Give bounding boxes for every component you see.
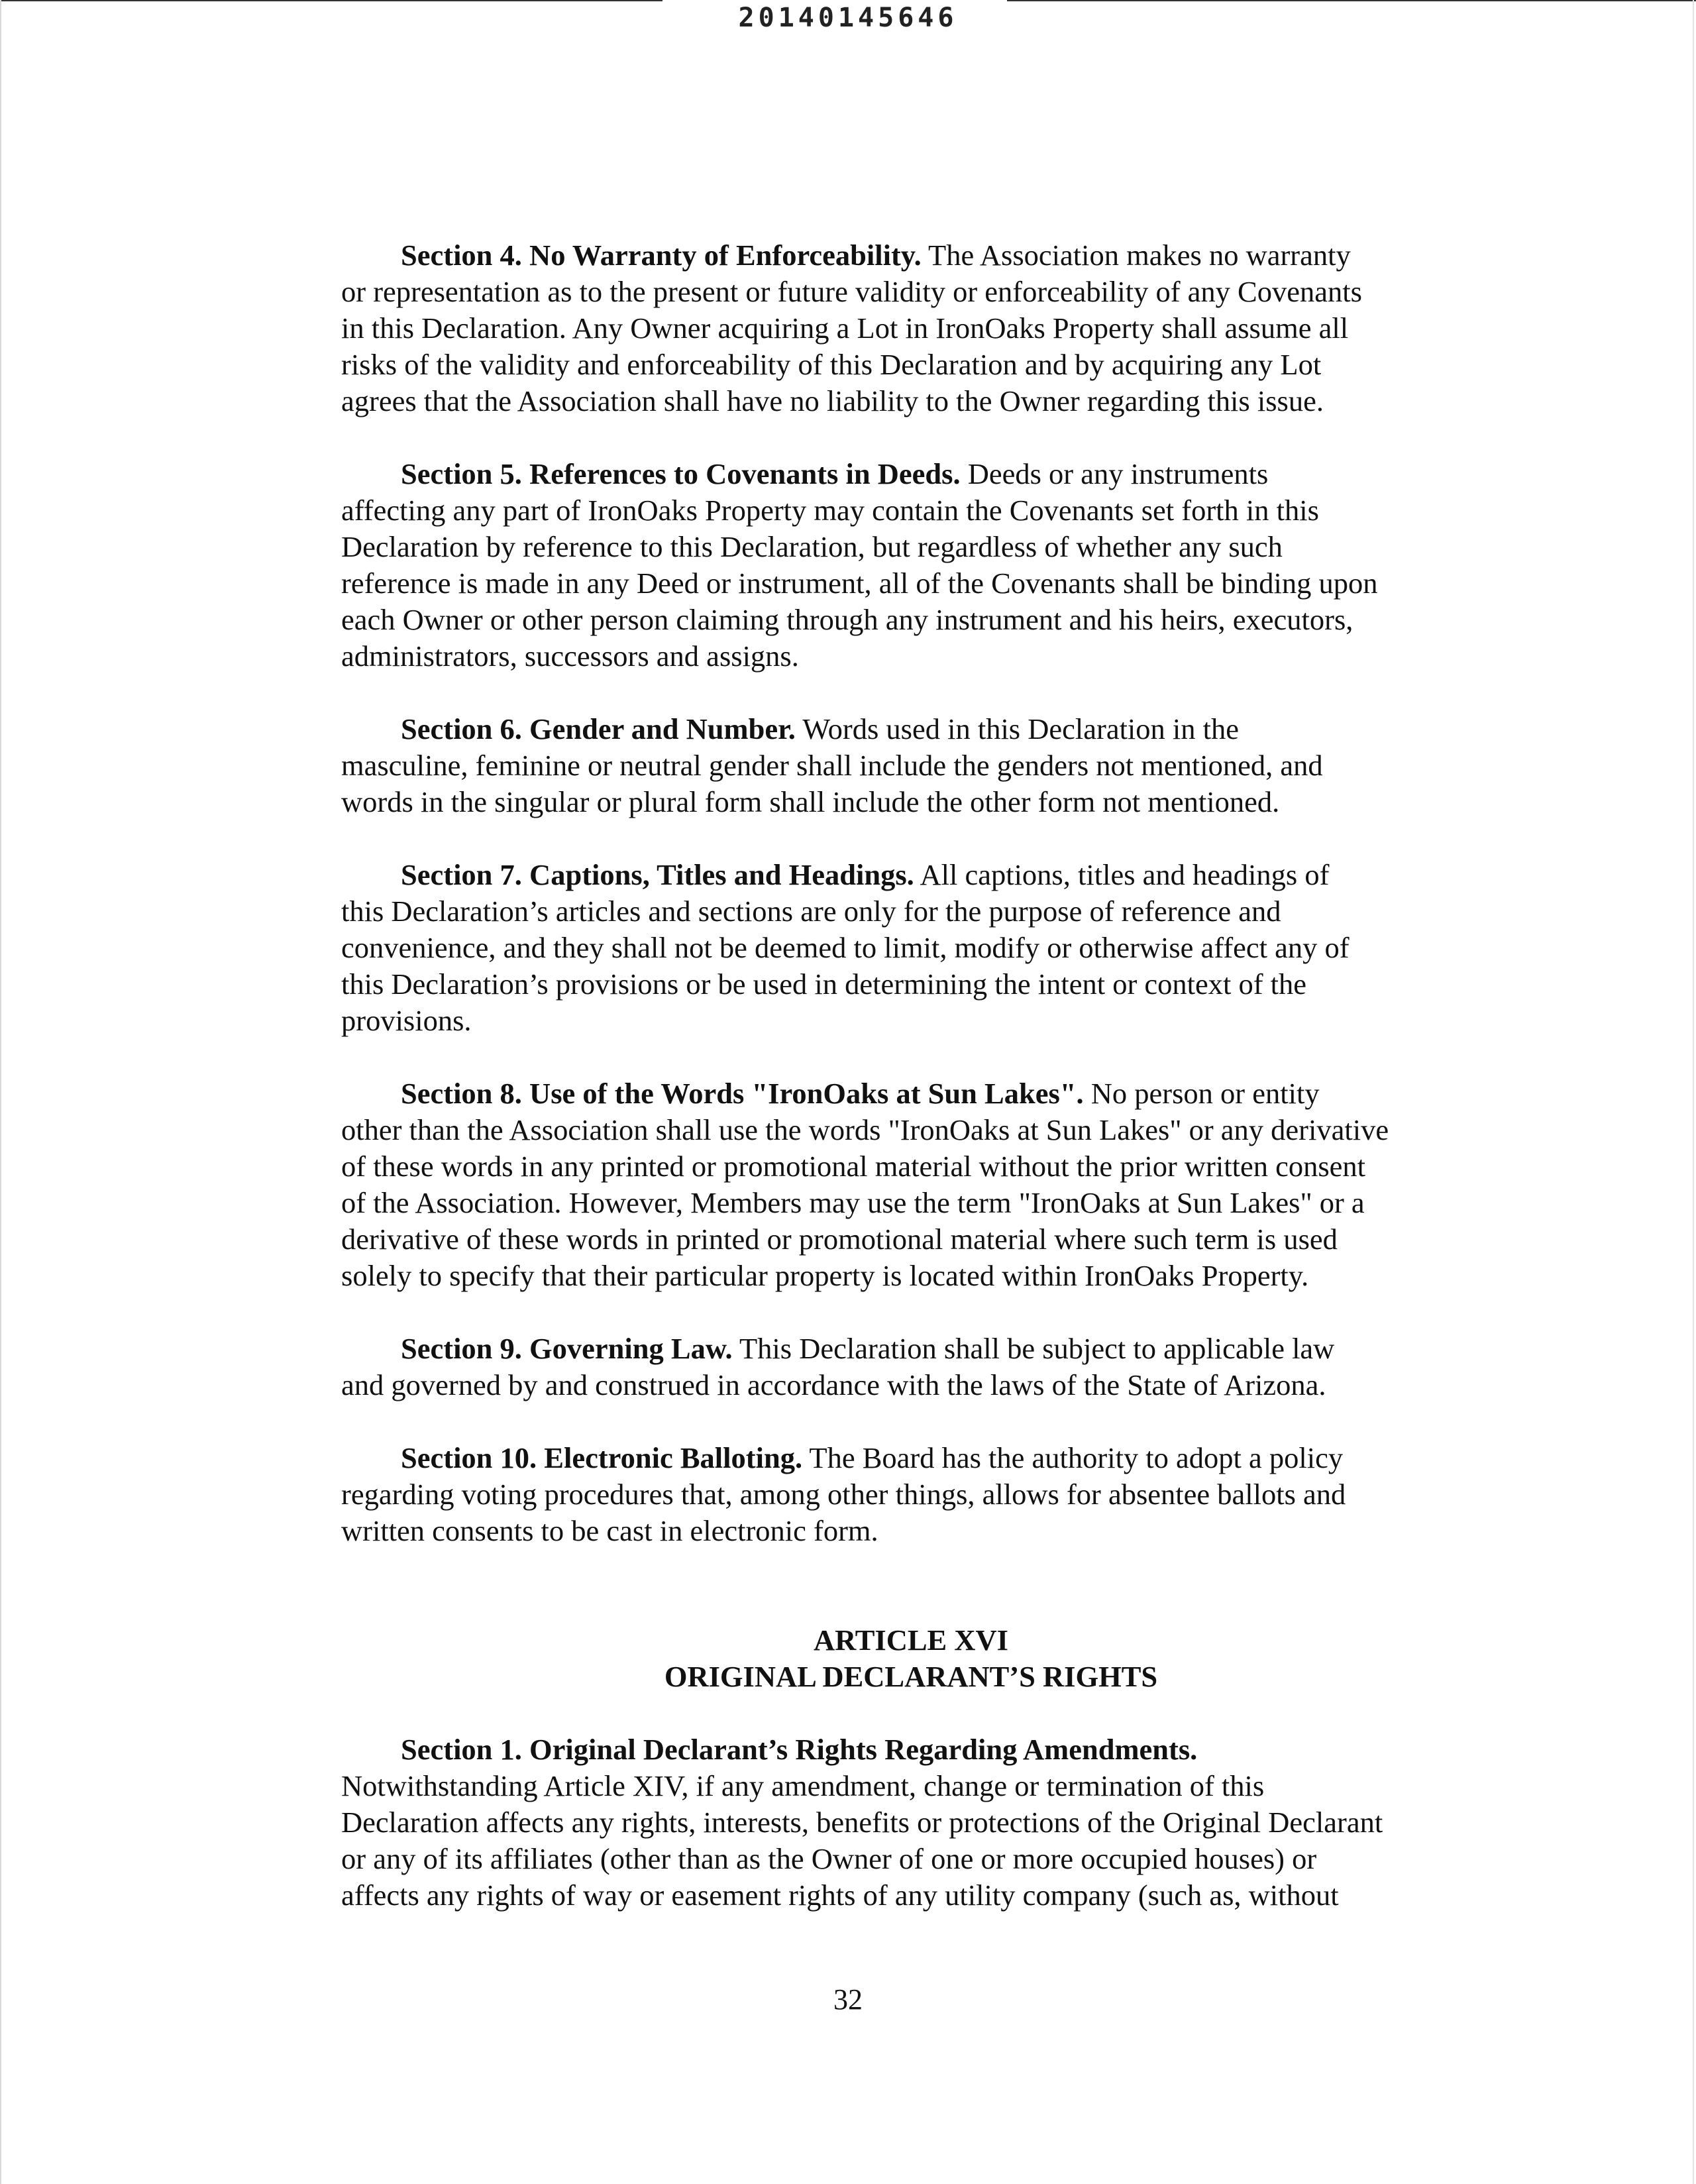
section-paragraph: [341, 1440, 1481, 1549]
section-line: this Declaration’s articles and sections are only for the purpose of reference and: [341, 895, 1281, 928]
section-line: solely to specify that their particular property is located within IronOaks Property.: [341, 1259, 1309, 1292]
section-line: masculine, feminine or neutral gender shall include the genders not mentioned, and: [341, 749, 1323, 782]
section-line: reference is made in any Deed or instrument, all of the Covenants shall be binding upon: [341, 567, 1378, 600]
section-line: affects any rights of way or easement rights of any utility company (such as, without: [341, 1879, 1339, 1912]
section-line: Declaration by reference to this Declaration, but regardless of whether any such: [341, 530, 1283, 563]
section-first-line: [341, 1331, 1481, 1367]
section-line: Notwithstanding Article XIV, if any amendment, change or termination of this: [341, 1769, 1265, 1802]
section-text: This Declaration shall be subject to applicable law: [732, 1332, 1335, 1365]
section-line: other than the Association shall use the words "IronOaks at Sun Lakes" or any derivative: [341, 1113, 1389, 1146]
section-first-line: [341, 456, 1481, 492]
section-paragraph: [341, 1331, 1481, 1403]
page-number: 32: [833, 1983, 863, 2016]
article-title: ORIGINAL DECLARANT’S RIGHTS: [664, 1660, 1158, 1693]
section-heading: Section 1. Original Declarant’s Rights Regarding Amendments.: [401, 1733, 1198, 1766]
section-heading: Section 8. Use of the Words "IronOaks at Sun Lakes".: [401, 1077, 1084, 1110]
section-first-line: [341, 237, 1481, 274]
section-line: provisions.: [341, 1004, 472, 1037]
scan-left-edge: [0, 0, 1, 2184]
section-line: this Declaration’s provisions or be used in determining the intent or context of the: [341, 967, 1307, 1001]
section-paragraph: [341, 237, 1481, 419]
section-line: written consents to be cast in electronic form.: [341, 1514, 878, 1547]
section-line: or representation as to the present or future validity or enforceability of any Covenants: [341, 275, 1362, 308]
section-line: of the Association. However, Members may use the term "IronOaks at Sun Lakes" or a: [341, 1186, 1365, 1219]
article-heading: [341, 1622, 1481, 1695]
section-text: The Association makes no warranty: [921, 239, 1351, 272]
section-heading: Section 10. Electronic Balloting.: [401, 1441, 803, 1474]
section-line: Declaration affects any rights, interests, benefits or protections of the Original Declarant: [341, 1806, 1383, 1839]
section-line: risks of the validity and enforceability of this Declaration and by acquiring any Lot: [341, 348, 1322, 381]
top-rule-left: [0, 0, 662, 1]
section-paragraph: [341, 857, 1481, 1039]
section-line: convenience, and they shall not be deemed to limit, modify or otherwise affect any of: [341, 931, 1350, 964]
section-heading: Section 7. Captions, Titles and Headings.: [401, 858, 914, 891]
section-heading: Section 6. Gender and Number.: [401, 712, 796, 745]
section-line: words in the singular or plural form shall include the other form not mentioned.: [341, 785, 1280, 818]
section-text: Words used in this Declaration in the: [795, 712, 1240, 745]
section-line: and governed by and construed in accordance with the laws of the State of Arizona.: [341, 1368, 1326, 1401]
section-line: derivative of these words in printed or promotional material where such term is used: [341, 1223, 1338, 1256]
section-line: in this Declaration. Any Owner acquiring a Lot in IronOaks Property shall assume all: [341, 311, 1349, 345]
section-line: regarding voting procedures that, among other things, allows for absentee ballots and: [341, 1478, 1346, 1511]
sections-group-b: [341, 1731, 1481, 1914]
scan-right-edge: [1693, 0, 1694, 2184]
section-first-line: [341, 1731, 1481, 1768]
section-heading: Section 9. Governing Law.: [401, 1332, 733, 1365]
section-paragraph: [341, 1075, 1481, 1294]
section-text: All captions, titles and headings of: [914, 858, 1330, 891]
section-line: or any of its affiliates (other than as the Owner of one or more occupied houses) or: [341, 1842, 1317, 1875]
section-text: The Board has the authority to adopt a policy: [802, 1441, 1344, 1474]
section-paragraph: [341, 456, 1481, 675]
section-line: of these words in any printed or promotional material without the prior written consent: [341, 1150, 1366, 1183]
section-first-line: [341, 1440, 1481, 1476]
recording-number: 20140145646: [738, 3, 958, 33]
section-line: agrees that the Association shall have no liability to the Owner regarding this issue.: [341, 384, 1324, 417]
sections-group-a: [341, 237, 1481, 1549]
top-rule-right: [1007, 0, 1696, 1]
section-line: each Owner or other person claiming through any instrument and his heirs, executors,: [341, 603, 1353, 636]
section-first-line: [341, 857, 1481, 893]
section-line: administrators, successors and assigns.: [341, 639, 799, 673]
section-line: affecting any part of IronOaks Property may contain the Covenants set forth in this: [341, 494, 1319, 527]
section-paragraph: [341, 711, 1481, 820]
section-text: Deeds or any instruments: [960, 457, 1269, 490]
section-first-line: [341, 1075, 1481, 1112]
section-heading: Section 5. References to Covenants in Deeds.: [401, 457, 961, 490]
section-first-line: [341, 711, 1481, 747]
article-number: ARTICLE XVI: [814, 1623, 1008, 1657]
section-text: No person or entity: [1083, 1077, 1320, 1110]
document-body: [341, 237, 1481, 1950]
section-heading: Section 4. No Warranty of Enforceability.: [401, 239, 922, 272]
section-paragraph: [341, 1731, 1481, 1914]
